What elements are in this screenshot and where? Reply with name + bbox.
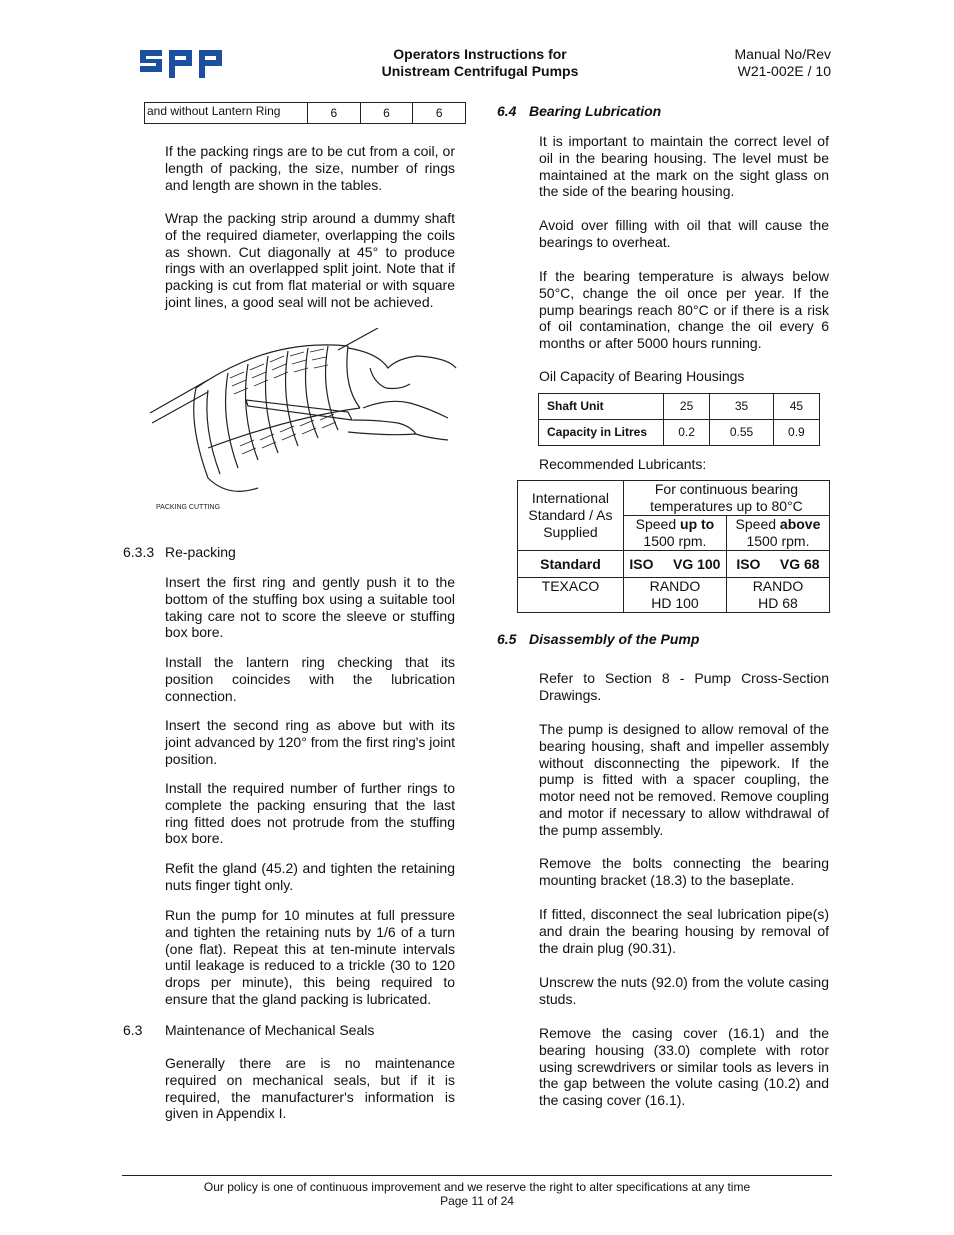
page-number: Page 11 of 24 [440,1194,514,1208]
lubricants-caption: Recommended Lubricants: [539,456,707,472]
spp-logo [140,47,224,79]
speed-label: Speed [635,516,681,532]
table-cell-brand: TEXACO [518,578,624,613]
document-title-line2: Unistream Centrifugal Pumps [381,63,579,79]
section-number-6-5: 6.5 [497,631,517,647]
iso-grade: VG 68 [779,555,820,572]
table-cell: 0.55 [710,420,774,446]
table-row [539,420,820,446]
table-row [145,103,466,124]
table-cell: 6 [360,103,413,124]
section-title-bearing-lubrication: Bearing Lubrication [529,103,662,119]
section-title-repacking: Re-packing [165,544,236,560]
document-title-line1: Operators Instructions for [393,46,567,62]
paragraph-repack-6: Run the pump for 10 minutes at full pressure and tighten the retaining nuts by 1/6 of a turn (one flat). Repeat this at ten-minute intervals until leakage is reduced to a trickle (30 to 120 drops per minute), this being required to ensure that the gland packing is lubricated. [165,907,455,1007]
footer-divider [122,1175,832,1176]
paragraph-mech-seals: Generally there are is no maintenance required on mechanical seals, but if it is required, the manufacturer's information is given in Appendix I. [165,1055,455,1122]
paragraph-disassembly-1: Refer to Section 8 - Pump Cross-Section Drawings. [539,670,829,703]
packing-cutting-figure [148,328,458,513]
paragraph-repack-3: Insert the second ring as above but with its joint advanced by 120° from the first ring's joint position. [165,717,455,767]
lubricants-table [517,480,830,613]
figure-caption: PACKING CUTTING [156,504,221,511]
table-cell: 0.9 [773,420,819,446]
paragraph-repack-2: Install the lantern ring checking that its position coincides with the lubrication connection. [165,654,455,704]
table-row [518,578,830,613]
iso-grade: VG 100 [672,555,721,572]
paragraph-disassembly-3: Remove the bolts connecting the bearing mounting bracket (18.3) to the baseplate. [539,855,829,888]
table-cell-label: Shaft Unit [539,394,664,420]
table-cell: 25 [664,394,710,420]
speed-value: 1500 rpm. [643,533,707,549]
table-cell-speed-above [726,516,829,551]
paragraph-disassembly-6: Remove the casing cover (16.1) and the bearing housing (33.0) complete with rotor using screwdrivers or similar tools as levers in the gap between the volute casing (10.2) and the casing cover (16.1). [539,1025,829,1109]
page-footer [122,1180,832,1208]
oil-capacity-caption: Oil Capacity of Bearing Housings [539,368,745,384]
speed-qualifier: up to [680,516,715,532]
paragraph-disassembly-4: If fitted, disconnect the seal lubrication pipe(s) and drain the bearing housing by removal of the drain plug (90.31). [539,906,829,956]
iso-label: ISO [629,555,654,572]
paragraph-bearing-2: Avoid over filling with oil that will cause the bearings to overheat. [539,217,829,250]
table-cell-speed-up-to [623,516,726,551]
speed-label: Speed [735,516,780,532]
product-grade: HD 68 [758,595,798,611]
section-title-mechanical-seals: Maintenance of Mechanical Seals [165,1022,375,1038]
oil-capacity-table [538,393,820,446]
table-row [518,481,830,516]
paragraph-bearing-1: It is important to maintain the correct level of oil in the bearing housing. The level must be maintained at the mark on the sight glass on the side of the bearing housing. [539,133,829,200]
speed-qualifier: above [779,516,821,532]
product-grade: HD 100 [651,595,699,611]
paragraph-disassembly-5: Unscrew the nuts (92.0) from the volute casing studs. [539,974,829,1007]
table-cell-product-1 [623,578,726,613]
table-cell-product-2 [726,578,829,613]
paragraph-cut-rings: If the packing rings are to be cut from a coil, or length of packing, the size, number of rings and length are shown in the tables. [165,143,455,193]
document-title [330,46,630,80]
section-number-6-3-3: 6.3.3 [123,544,155,560]
manual-value: W21-002E / 10 [737,63,831,79]
table-cell-temperature-header: For continuous bearing temperatures up to 80°C [623,481,829,516]
table-cell-standard-2 [726,551,829,578]
footer-policy: Our policy is one of continuous improvement and we reserve the right to alter specifications at any time [203,1180,751,1194]
table-cell: 6 [413,103,466,124]
paragraph-repack-4: Install the required number of further rings to complete the packing ensuring that the last ring fitted does not protrude from the stuffing box bore. [165,780,455,847]
paragraph-bearing-3: If the bearing temperature is always below 50°C, change the oil once per year. If the pump bearings reach 80°C or if there is a risk of oil contamination, change the oil every 6 months or after 5000 hours running. [539,268,829,352]
manual-number [690,46,831,80]
table-cell-standard-1 [623,551,726,578]
packing-rings-table [144,102,466,124]
table-cell-label: and without Lantern Ring [145,103,308,124]
table-cell-standard-header: International Standard / As Supplied [518,481,624,551]
speed-value: 1500 rpm. [746,533,810,549]
table-row [518,551,830,578]
product-name: RANDO [752,578,804,594]
table-cell: 35 [710,394,774,420]
table-row [539,394,820,420]
product-name: RANDO [649,578,701,594]
table-cell-standard-label: Standard [518,551,624,578]
packing-cutting-illustration [148,328,458,513]
table-cell-label: Capacity in Litres [539,420,664,446]
paragraph-repack-5: Refit the gland (45.2) and tighten the retaining nuts finger tight only. [165,860,455,893]
table-cell: 45 [773,394,819,420]
paragraph-repack-1: Insert the first ring and gently push it to the bottom of the stuffing box using a suitable tool taking care not to score the sleeve or stuffing box bore. [165,574,455,641]
paragraph-disassembly-2: The pump is designed to allow removal of the bearing housing, shaft and impeller assembly without disconnecting the pipework. If the pump is fitted with a spacer coupling, the motor need not be removed. Remove coupling and motor if necessary to allow withdrawal of the pump assembly. [539,721,829,838]
table-cell: 0.2 [664,420,710,446]
paragraph-wrap-strip: Wrap the packing strip around a dummy shaft of the required diameter, overlapping the coils as shown. Cut diagonally at 45° to produce rings with an overlapped split joint. Note that if packing is cut from flat material or with square joint lines, a good seal will not be achieved. [165,210,455,310]
table-cell: 6 [308,103,361,124]
section-title-disassembly: Disassembly of the Pump [529,631,700,647]
section-number-6-4: 6.4 [497,103,517,119]
manual-label: Manual No/Rev [734,46,831,62]
iso-label: ISO [736,555,761,572]
section-number-6-3: 6.3 [123,1022,143,1038]
